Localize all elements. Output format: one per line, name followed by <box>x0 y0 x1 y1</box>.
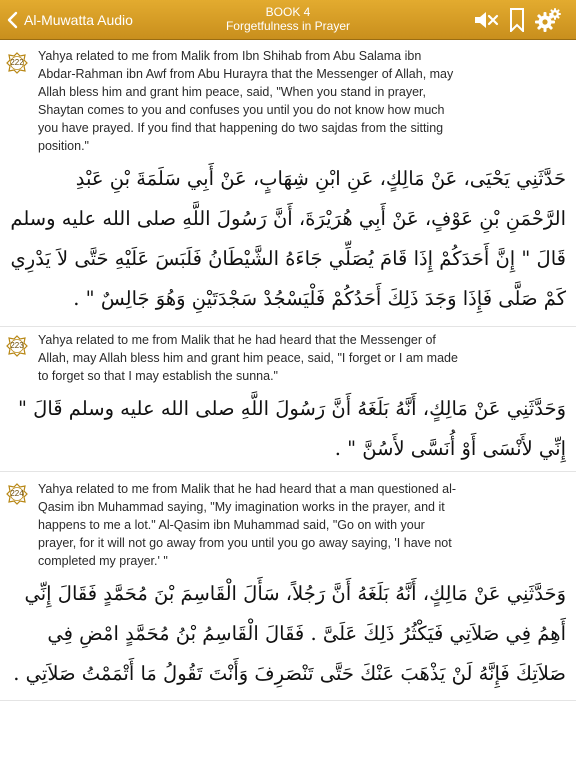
hadith-number: 224 <box>10 489 24 498</box>
speaker-muted-icon[interactable] <box>472 8 500 32</box>
hadith-english-text: Yahya related to me from Malik that he had heard that the Messenger of Allah, may Allah bless him and grant him peace, said, "I forget or I am made to forget so that I may establish the sunna." <box>38 333 458 383</box>
hadith-arabic-text: وَحَدَّثَنِي عَنْ مَالِكٍ، أَنَّهُ بَلَغَهُ أَنَّ رَسُولَ اللَّهِ صلى الله عليه وسلم قَالَ " إِنِّي لأَنْسَى أَوْ أُنَسَّى لأَسُنَّ " . <box>18 397 566 460</box>
chapter-title: Forgetfulness in Prayer <box>225 19 351 33</box>
bookmark-icon[interactable] <box>508 8 526 32</box>
back-button-label: Al-Muwatta Audio <box>24 12 133 28</box>
book-label: BOOK 4 <box>265 5 311 19</box>
hadith-arabic-text: وَحَدَّثَنِي عَنْ مَالِكٍ، أَنَّهُ بَلَغَهُ أَنَّ رَجُلاً، سَأَلَ الْقَاسِمَ بْنَ مُحَمَّدٍ فَقَالَ إِنِّي أَهِمُ فِي صَلاَتِي فَيَكْثُرُ ذَلِكَ عَلَىَّ . فَقَالَ الْقَاسِمُ بْنُ مُحَمَّدٍ امْضِ فِي صَلاَتِكَ فَإِنَّهُ لَنْ يَذْهَبَ عَنْكَ حَتَّى تَنْصَرِفَ وَأَنْتَ تَقُولُ مَا أَتْمَمْتُ صَلاَتِي . <box>13 582 566 685</box>
page-title <box>188 5 388 33</box>
hadith-entry[interactable] <box>0 41 576 323</box>
hadith-arabic-text: حَدَّثَنِي يَحْيَى، عَنْ مَالِكٍ، عَنِ ابْنِ شِهَابٍ، عَنْ أَبِي سَلَمَةَ بْنِ عَبْدِ الرَّحْمَنِ بْنِ عَوْفٍ، عَنْ أَبِي هُرَيْرَةَ، أَنَّ رَسُولَ اللَّهِ صلى الله عليه وسلم قَالَ " إِنَّ أَحَدَكُمْ إِذَا قَامَ يُصَلِّي جَاءَهُ الشَّيْطَانُ فَلَبَسَ عَلَيْهِ حَتَّى لاَ يَدْرِي كَمْ صَلَّى فَإِذَا وَجَدَ ذَلِكَ أَحَدُكُمْ فَلْيَسْجُدْ سَجْدَتَيْنِ وَهُوَ جَالِسٌ " . <box>10 167 566 310</box>
gear-icon[interactable] <box>534 8 562 32</box>
back-button[interactable] <box>6 8 133 32</box>
top-navigation-bar <box>0 0 576 40</box>
hadith-number-badge <box>6 483 28 505</box>
hadith-number-badge <box>6 52 28 74</box>
hadith-entry[interactable] <box>0 471 576 699</box>
hadith-number-badge <box>6 335 28 357</box>
chevron-left-icon <box>6 11 18 29</box>
hadith-number: 223 <box>10 341 24 350</box>
hadith-english-text: Yahya related to me from Malik that he had heard that a man questioned al-Qasim ibn Muhammad saying, "My imagination works in the prayer, and it happens to me a lot." Al-Qasim ibn Muhammad said, "Go on with your prayer, for it will not go away from you until you go away saying, 'I have not completed my prayer.' " <box>38 482 457 568</box>
divider <box>0 700 576 701</box>
hadith-english-text: Yahya related to me from Malik from Ibn Shihab from Abu Salama ibn Abdar-Rahman ibn Awf from Abu Hurayra that the Messenger of Allah, may Allah bless him and grant him peace, said, "When you stand in prayer, Shaytan comes to you and confuses you until you do not know how much you have prayed. If you find that happening do two sajdas from the sitting position." <box>38 49 454 153</box>
hadith-number: 222 <box>10 58 24 67</box>
hadith-entry[interactable] <box>0 326 576 468</box>
